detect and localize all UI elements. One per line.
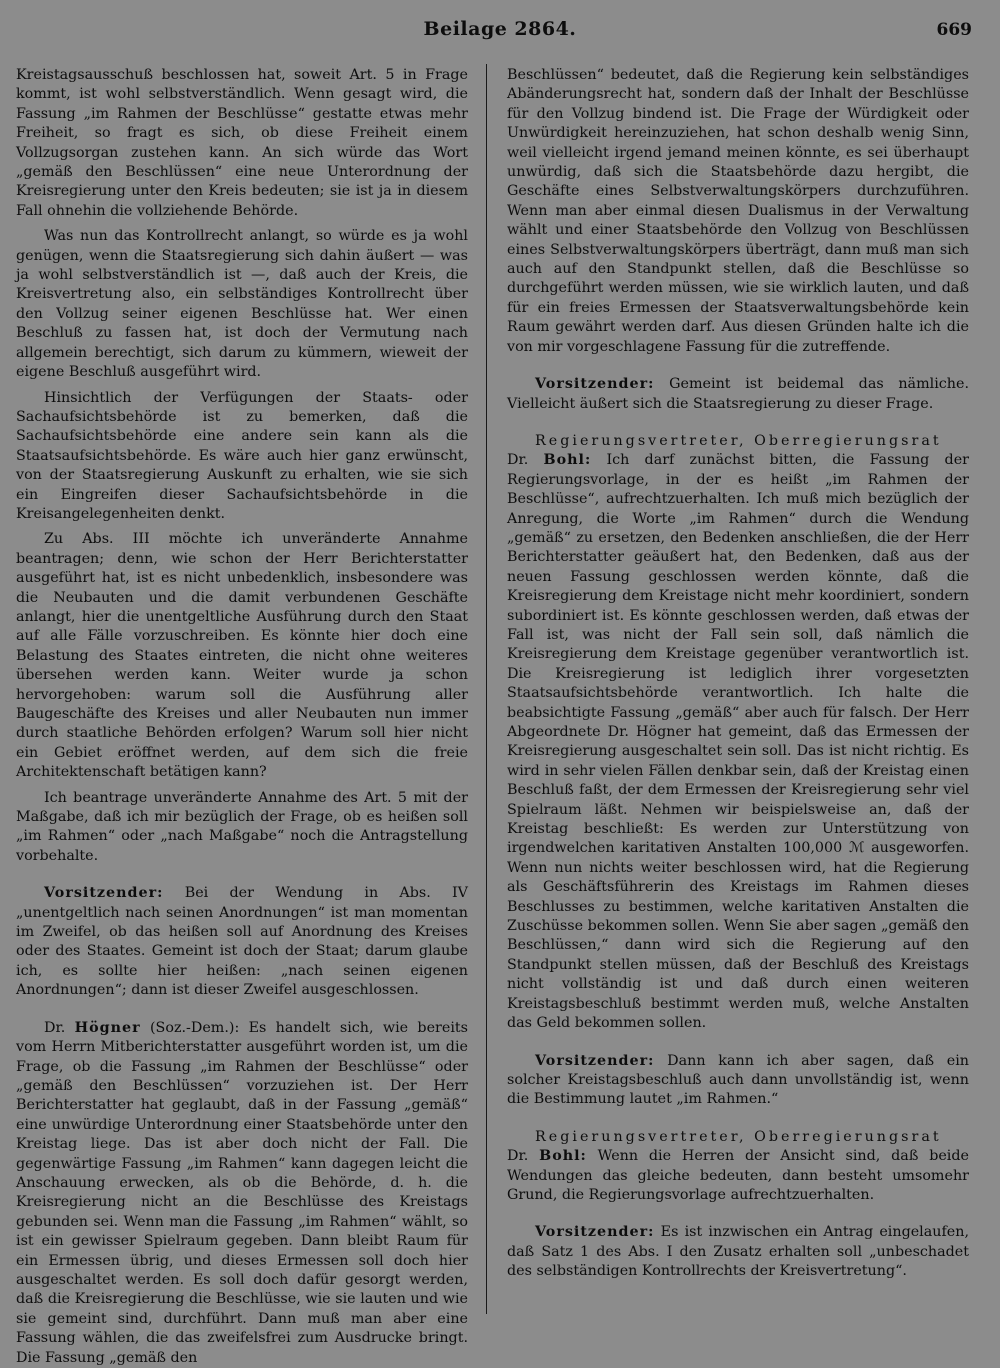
speaker-name: Högner [74,1019,141,1036]
speech-text: (Soz.-Dem.): Es handelt sich, wie bereits vom Herrn Mitberichterstatter ausgeführt worden ist, um die Frage, ob die Fassung „im Rahmen der Beschlüsse“ oder „gemäß den Beschlüssen“ vorzuziehen ist. Der Herr Berichterstatter hat geglaubt, daß in der Fassung „gemäß“ eine unwürdige Unterordnung einer Staatsbehörde unter den Kreistag liege. Das ist aber doch nicht der Fall. Die gegenwärtige Fassung „im Rahmen“ kann dagegen leicht die Anschauung erwecken, als ob die Behörde, d. h. die Kreisregierung nicht an die Beschlüsse des Kreistags gebunden sei. Wenn man die Fassung „im Rahmen“ wählt, so ist ein gewisser Spielraum gegeben. Dann bleibt Raum für ein Ermessen übrig, und dieses Ermessen soll doch hier ausgeschaltet werden. Es soll doch dafür gesorgt werden, daß die Kreisregierung die Beschlüsse, wie sie lauten und wie sie gemeint sind, durchführt. Dann muß man aber eine Fassung wählen, die das zweifelsfrei zum Ausdrucke bringt. Die Fassung „gemäß den [16,1019,468,1366]
speaker-role: Regierungsvertreter, Oberregierungsrat [535,432,942,449]
paragraph [16,66,468,221]
right-column [507,66,969,1326]
speaker-title: Dr. [507,1148,540,1165]
speaker-title: Dr. [44,1019,75,1036]
running-head: Beilage 2864. [423,18,577,40]
speech-text: Ich darf zunächst bitten, die Fassung der Regierungsvorlage, in der es heißt „im Rahmen der Beschlüsse“, aufrechtzuerhalten. Ich muß mich bezüglich der Anregung, die Worte „im Rahmen“ durch die Wendung „gemäß“ zu ersetzen, den Bedenken anschließen, die der Herr Berichterstatter geäußert hat, den Bedenken, daß aus der neuen Fassung geschlossen werden könnte, daß die Kreisregierung dem Kreistage nicht mehr koordiniert, sondern subordiniert ist. Es könnte geschlossen werden, daß etwas der Fall ist, was nicht der Fall sein soll, daß nämlich die Kreisregierung dem Kreistage gegenüber verantwortlich ist. Die Kreisregierung ist lediglich ihrer vorgesetzten Staatsaufsichtsbehörde verantwortlich. Ich halte die beabsichtigte Fassung „gemäß“ aber auch für falsch. Der Herr Abgeordnete Dr. Högner hat gemeint, daß das Ermessen der Kreisregierung ausgeschaltet sein soll. Das ist nicht richtig. Es wird in sehr vielen Fällen denkbar sein, daß der Kreistag einen Beschluß faßt, der dem Ermessen der Kreisregierung sehr viel Spielraum läßt. Nehmen wir beispielsweise an, daß der Kreistag beschließt: Es werden zur Unterstützung von irgendwelchen karitativen Anstalten 100,000 ℳ ausgeworfen. Wenn nun nichts weiter beschlossen wird, hat die Regierung als Geschäftsführerin des Kreistags im Rahmen dieses Beschlusses zu bestimmen, welche karitativen Anstalten die Zuschüsse bekommen sollen. Wenn Sie aber sagen „gemäß den Beschlüssen,“ dann wird sich die Regierung auf den Standpunkt stellen müssen, daß der Beschluß des Kreistags nicht vollständig ist und daß durch einen weiteren Kreistagsbeschluß bestimmt werden muß, welche Anstalten das Geld bekommen sollen. [507,452,969,1032]
left-column [16,66,468,1366]
speaker-name: Vorsitzender: [535,376,655,393]
speech-paragraph [16,1019,468,1368]
speech-text: Bei der Wendung in Abs. IV „unentgeltlich nach seinen Anordnungen“ ist man momentan im Zweifel, ob das heißen soll auf Anordnung des Kreises oder des Staates. Gemeint ist doch der Staat; darum glaube ich, es sollte hier heißen: „nach seinen eigenen Anordnungen“; dann ist dieser Zweifel ausgeschlossen. [16,885,468,999]
speech-paragraph [507,375,969,414]
speech-text: Wenn die Herren der Ansicht sind, daß beide Wendungen das gleiche bedeuten, dann besteht umsomehr Grund, die Regierungsvorlage aufrechtzuerhalten. [507,1148,969,1203]
paragraph [16,530,468,782]
speech-text: Es ist inzwischen ein Antrag eingelaufen, daß Satz 1 des Abs. I den Zusatz erhalten soll „unbeschadet des selbständigen Kontrollrechts der Kreisvertretung“. [507,1224,969,1280]
paragraph-text: Was nun das Kontrollrecht anlangt, so würde es ja wohl genügen, wenn die Staatsregierung sich dahin äußert — was ja wohl selbstverständlich ist —, daß auch der Kreis, die Kreisvertretung also, ein selbständiges Kontrollrecht über den Vollzug seiner eigenen Beschlüsse hat. Wer einen Beschluß zu fassen hat, ist doch der Vermutung nach allgemein berechtigt, sich darum zu kümmern, wieweit der eigene Beschluß ausgeführt wird. [16,228,468,381]
paragraph [16,789,468,867]
speaker-name: Vorsitzender: [535,1224,655,1241]
speaker-name: Bohl: [539,1148,587,1165]
speech-text: Gemeint ist beidemal das nämliche. Vielleicht äußert sich die Staatsregierung zu dieser Frage. [507,376,969,412]
paragraph [507,66,969,357]
paragraph-text: Zu Abs. III möchte ich unveränderte Annahme beantragen; denn, wie schon der Herr Berichterstatter ausgeführt hat, ist es nicht unbedenklich, insbesondere was die Neubauten und die damit verbundenen Geschäfte anlangt, hier die unentgeltliche Ausführung durch den Staat auf alle Fälle vorzuschreiben. Es könnte hier doch eine Belastung des Staates eintreten, die nicht ohne weiteres übersehen werden kann. Weiter wurde ja schon hervorgehoben: warum soll die Ausführung aller Baugeschäfte des Kreises und aller Neubauten nun immer durch staatliche Behörden erfolgen? Warum soll hier nicht ein Gebiet eröffnet werden, auf dem sich die freie Architektenschaft betätigen kann? [16,531,468,781]
paragraph-text: Hinsichtlich der Verfügungen der Staats- oder Sachaufsichtsbehörde ist zu bemerken, daß die Sachaufsichtsbehörde eine andere sein kann als die Staatsaufsichtsbehörde. Es wäre auch hier ganz erwünscht, von der Staatsregierung Auskunft zu erhalten, wie sie sich ein Eingreifen dieser Sachaufsichtsbehörde in die Kreisangelegenheiten denkt. [16,389,468,522]
speech-paragraph [507,1052,969,1110]
paragraph [16,227,468,382]
speaker-role: Regierungsvertreter, Oberregierungsrat [535,1128,942,1145]
speech-paragraph [507,1128,969,1206]
speaker-name: Vorsitzender: [535,1052,655,1069]
page-header [0,18,1000,48]
paragraph [16,389,468,525]
speaker-title: Dr. [507,452,544,469]
speaker-name: Vorsitzender: [44,885,164,902]
paragraph-text: Kreistagsausschuß beschlossen hat, soweit Art. 5 in Frage kommt, ist wohl selbstverständlich. Wenn gesagt wird, die Fassung „im Rahmen der Beschlüsse“ gestatte etwas mehr Freiheit, so fragt es sich, ob diese Freiheit einem Vollzugsorgan zustehen kann. An sich würde das Wort „gemäß den Beschlüssen“ eine neue Unterordnung der Kreisregierung unter den Kreis bedeuten; sie ist ja in diesem Fall ohnehin die vollziehende Behörde. [16,67,468,219]
speaker-name: Bohl: [543,452,592,469]
speech-paragraph [507,432,969,1034]
speech-paragraph [16,884,468,1000]
paragraph-text: Ich beantrage unveränderte Annahme des Art. 5 mit der Maßgabe, daß ich mir bezüglich der Frage, ob es heißen soll „im Rahmen“ oder „nach Maßgabe“ noch die Antragstellung vorbehalte. [16,789,468,864]
page-number: 669 [936,20,972,40]
speech-paragraph [507,1223,969,1281]
column-divider [486,64,487,1314]
paragraph-text: Beschlüssen“ bedeutet, daß die Regierung kein selbständiges Abänderungsrecht hat, sondern daß der Inhalt der Beschlüsse für den Vollzug bindend ist. Die Frage der Würdigkeit oder Unwürdigkeit hereinzuziehen, hat schon deshalb wenig Sinn, weil vielleicht irgend jemand meinen könnte, es sei überhaupt unwürdig, daß sich die Staatsbehörde dazu hergibt, die Geschäfte eines Selbstverwaltungskörpers durchzuführen. Wenn man aber einmal diesen Dualismus in der Verwaltung wählt und einer Staatsbehörde den Vollzug von Beschlüssen eines Selbstverwaltungskörpers überträgt, dann muß man sich auch auf den Standpunkt stellen, daß die Beschlüsse so durchgeführt werden müssen, wie sie wirklich lauten, und daß für ein freies Ermessen der Staatsverwaltungsbehörde kein Raum gewährt werden darf. Aus diesen Gründen halte ich die von mir vorgeschlagene Fassung für die zutreffende. [507,67,969,355]
speech-text: Dann kann ich aber sagen, daß ein solcher Kreistagsbeschluß auch dann unvollständig ist, wenn die Bestimmung lautet „im Rahmen.“ [507,1052,969,1108]
